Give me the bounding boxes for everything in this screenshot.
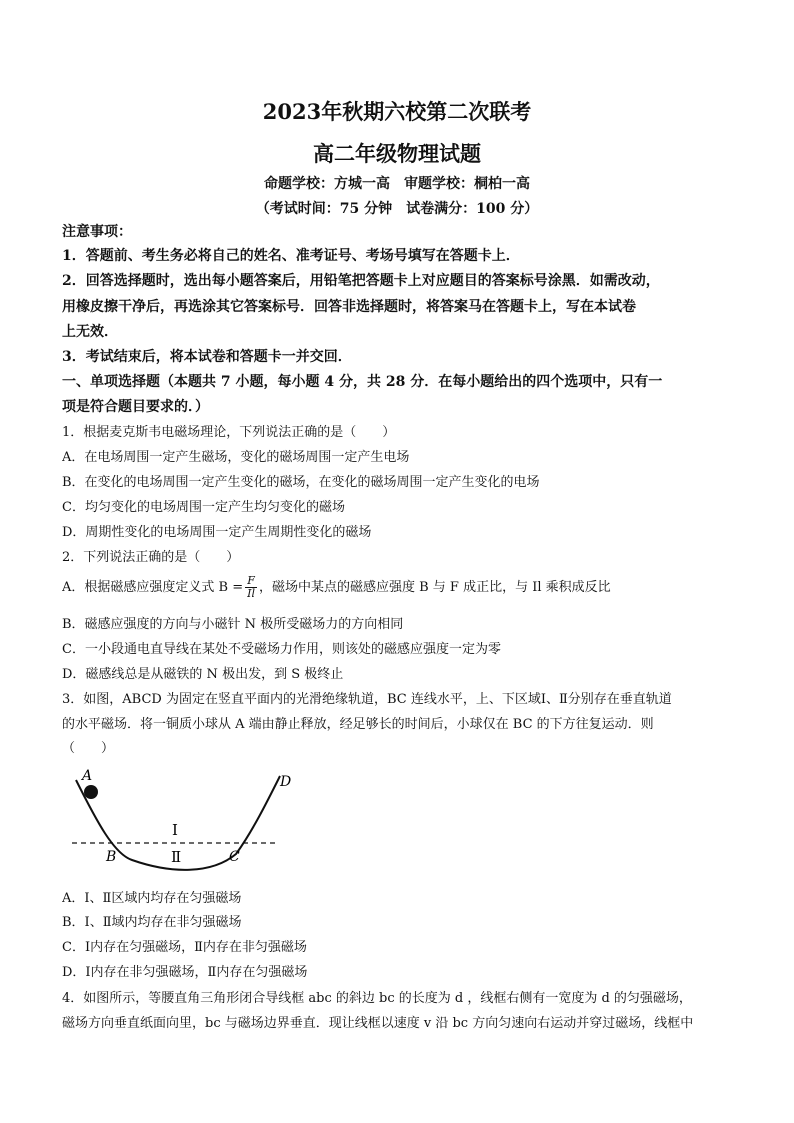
q1-stem: 1．根据麦克斯韦电磁场理论，下列说法正确的是（ ） xyxy=(62,425,396,440)
label-d: D xyxy=(280,774,292,790)
q2-formula-denominator: Il xyxy=(247,587,255,600)
note-2b: 用橡皮擦干净后，再选涂其它答案标号．回答非选择题时，将答案马在答题卡上，写在本试卷 xyxy=(62,299,636,315)
copper-ball xyxy=(84,785,98,799)
q1-option-c: C．均匀变化的电场周围一定产生均匀变化的磁场 xyxy=(62,500,345,515)
q2-option-d: D．磁感线总是从磁铁的 N 极出发，到 S 极终止 xyxy=(62,667,344,682)
q3-option-c: C．Ⅰ内存在匀强磁场，Ⅱ内存在非匀强磁场 xyxy=(62,940,307,955)
q4-stem-b: 磁场方向垂直纸面向里，bc 与磁场边界垂直．现让线框以速度 v 沿 bc 方向匀速向右运动并穿过磁场，线框中 xyxy=(62,1016,694,1031)
exam-title: 2023年秋期六校第二次联考 xyxy=(262,99,532,124)
q2-formula-fraction xyxy=(245,575,257,600)
section1-heading-b: 项是符合题目要求的．） xyxy=(62,399,209,415)
region-1-label: Ⅰ xyxy=(172,821,178,839)
note-3: 3．考试结束后，将本试卷和答题卡一并交回． xyxy=(62,349,352,365)
exam-info: （考试时间：75 分钟 试卷满分：100 分） xyxy=(255,201,539,217)
q4-stem-a: 4．如图所示，等腰直角三角形闭合导线框 abc 的斜边 bc 的长度为 d ，线框右侧有一宽度为 d 的匀强磁场， xyxy=(62,991,692,1006)
q3-option-a: A．Ⅰ、Ⅱ区域内均存在匀强磁场 xyxy=(62,891,242,906)
q3-track-figure xyxy=(62,762,302,882)
q1-option-b: B．在变化的电场周围一定产生变化的磁场，在变化的磁场周围一定产生变化的电场 xyxy=(62,475,540,490)
label-a: A xyxy=(82,768,93,784)
q2-formula-numerator: F xyxy=(245,575,257,588)
note-2c: 上无效． xyxy=(62,324,118,340)
label-b: B xyxy=(106,849,117,865)
q2-option-b: B．磁感应强度的方向与小磁针 N 极所受磁场力的方向相同 xyxy=(62,617,404,632)
q3-option-d: D．Ⅰ内存在非匀强磁场，Ⅱ内存在匀强磁场 xyxy=(62,965,308,980)
q3-stem-b: 的水平磁场．将一铜质小球从 A 端由静止释放，经足够长的时间后，小球仅在 BC 的下方往复运动．则 xyxy=(62,717,654,732)
q2-option-a xyxy=(62,574,742,604)
q1-option-a: A．在电场周围一定产生磁场，变化的磁场周围一定产生电场 xyxy=(62,450,410,465)
region-2-label: Ⅱ xyxy=(171,848,182,866)
q3-option-b: B．Ⅰ、Ⅱ域内均存在非匀强磁场 xyxy=(62,915,242,930)
q2-option-a-pre: A．根据磁感应强度定义式 B = xyxy=(62,580,244,595)
section1-heading-a: 一、单项选择题（本题共 7 小题，每小题 4 分，共 28 分．在每小题给出的四个选项中，只有一 xyxy=(62,374,663,390)
q2-option-c: C．一小段通电直导线在某处不受磁场力作用，则该处的磁感应强度一定为零 xyxy=(62,642,501,657)
label-c: C xyxy=(229,849,240,865)
note-2a: 2．回答选择题时，选出每小题答案后，用铅笔把答题卡上对应题目的答案标号涂黑．如需改动， xyxy=(62,273,660,289)
notes-heading: 注意事项： xyxy=(62,224,132,240)
q2-stem: 2．下列说法正确的是（ ） xyxy=(62,550,240,565)
q2-option-a-post: ，磁场中某点的磁感应强度 B 与 F 成正比，与 Il 乘积成反比 xyxy=(258,580,611,595)
q3-stem-a: 3．如图，ABCD 为固定在竖直平面内的光滑绝缘轨道，BC 连线水平，上、下区域Ⅰ、Ⅱ分别存在垂直轨道 xyxy=(62,692,672,707)
exam-schools: 命题学校：方城一高 审题学校：桐柏一高 xyxy=(264,176,530,192)
q3-stem-c: （ ） xyxy=(62,741,115,756)
note-1: 1．答题前、考生务必将自己的姓名、准考证号、考场号填写在答题卡上． xyxy=(62,248,520,264)
q1-option-d: D．周期性变化的电场周围一定产生周期性变化的磁场 xyxy=(62,525,372,540)
exam-subtitle: 高二年级物理试题 xyxy=(313,141,481,166)
